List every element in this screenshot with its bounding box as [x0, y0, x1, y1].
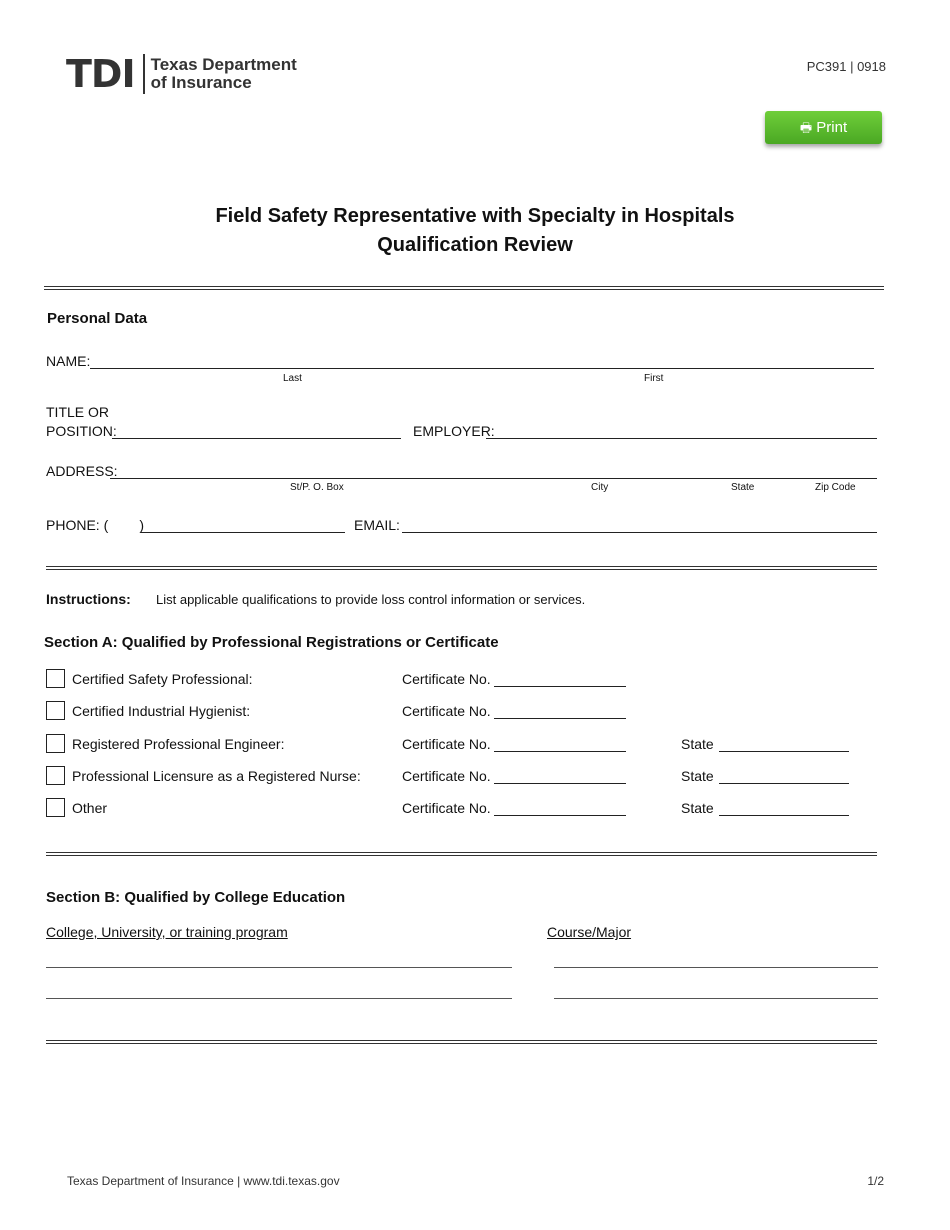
form-code: PC391 | 0918 — [806, 59, 886, 74]
item-label: Professional Licensure as a Registered Nurse: — [72, 768, 361, 784]
state-label: State — [681, 768, 714, 784]
item-label: Certified Industrial Hygienist: — [72, 703, 251, 719]
item-label: Certified Safety Professional: — [72, 671, 253, 687]
state-field[interactable] — [719, 815, 849, 816]
address-field[interactable] — [110, 478, 877, 479]
state-field[interactable] — [719, 751, 849, 752]
city-caption: City — [591, 482, 609, 493]
certificate-field[interactable] — [494, 783, 626, 784]
certificate-label: Certificate No. — [402, 736, 491, 752]
certificate-field[interactable] — [494, 686, 626, 687]
certificate-field[interactable] — [494, 718, 626, 719]
checkbox-registered-professional-engineer[interactable] — [46, 734, 65, 753]
phone-field[interactable] — [141, 532, 345, 533]
title-field[interactable] — [112, 438, 401, 439]
name-label: NAME: — [46, 353, 91, 369]
state-label: State — [681, 800, 714, 816]
college-field[interactable] — [46, 998, 512, 999]
name-field[interactable] — [90, 368, 874, 369]
footer-text: Texas Department of Insurance | www.tdi.texas.gov — [67, 1174, 340, 1188]
logo-abbrev: TDI — [66, 52, 135, 96]
page-number: 1/2 — [867, 1174, 884, 1188]
college-column-header: College, University, or training program — [46, 924, 288, 940]
checkbox-certified-safety-professional[interactable] — [46, 669, 65, 688]
state-field[interactable] — [719, 783, 849, 784]
checkbox-other[interactable] — [46, 798, 65, 817]
title-label-1: TITLE OR — [46, 404, 110, 420]
instructions-text: List applicable qualifications to provide loss control information or services. — [156, 592, 586, 607]
checkbox-certified-industrial-hygienist[interactable] — [46, 701, 65, 720]
print-button[interactable] — [765, 111, 882, 144]
printer-icon: 🖶 — [799, 120, 813, 135]
logo-separator — [143, 54, 145, 94]
address-label: ADDRESS: — [46, 463, 118, 479]
checkbox-registered-nurse[interactable] — [46, 766, 65, 785]
course-column-header: Course/Major — [547, 924, 632, 940]
logo-line-1: Texas Department — [150, 55, 297, 74]
logo-line-2: of Insurance — [150, 73, 252, 92]
email-field[interactable] — [402, 532, 877, 533]
employer-label: EMPLOYER: — [413, 423, 495, 439]
street-caption: St/P. O. Box — [290, 482, 344, 493]
zip-caption: Zip Code — [815, 482, 856, 493]
divider — [44, 286, 884, 290]
divider — [46, 1040, 877, 1044]
college-field[interactable] — [46, 967, 512, 968]
course-field[interactable] — [554, 967, 878, 968]
certificate-field[interactable] — [494, 815, 626, 816]
certificate-label: Certificate No. — [402, 800, 491, 816]
state-caption: State — [731, 482, 755, 493]
phone-label: PHONE: ( ) — [46, 517, 145, 533]
section-b-heading: Section B: Qualified by College Education — [46, 889, 346, 906]
divider — [46, 566, 877, 570]
personal-data-heading: Personal Data — [47, 310, 148, 327]
form-subtitle: Qualification Review — [377, 234, 573, 256]
certificate-label: Certificate No. — [402, 703, 491, 719]
instructions-label: Instructions: — [46, 591, 131, 607]
logo — [66, 52, 297, 96]
print-label: Print — [816, 119, 848, 136]
certificate-field[interactable] — [494, 751, 626, 752]
state-label: State — [681, 736, 714, 752]
section-a-heading: Section A: Qualified by Professional Registrations or Certificate — [44, 634, 499, 651]
email-label: EMAIL: — [354, 517, 400, 533]
title-label-2: POSITION: — [46, 423, 117, 439]
divider — [46, 852, 877, 856]
item-label: Registered Professional Engineer: — [72, 736, 285, 752]
form-title: Field Safety Representative with Specialty in Hospitals — [215, 205, 735, 227]
logo-name — [151, 56, 297, 92]
course-field[interactable] — [554, 998, 878, 999]
certificate-label: Certificate No. — [402, 671, 491, 687]
employer-field[interactable] — [486, 438, 877, 439]
last-caption: Last — [283, 373, 302, 384]
certificate-label: Certificate No. — [402, 768, 491, 784]
first-caption: First — [644, 373, 664, 384]
item-label: Other — [72, 800, 108, 816]
